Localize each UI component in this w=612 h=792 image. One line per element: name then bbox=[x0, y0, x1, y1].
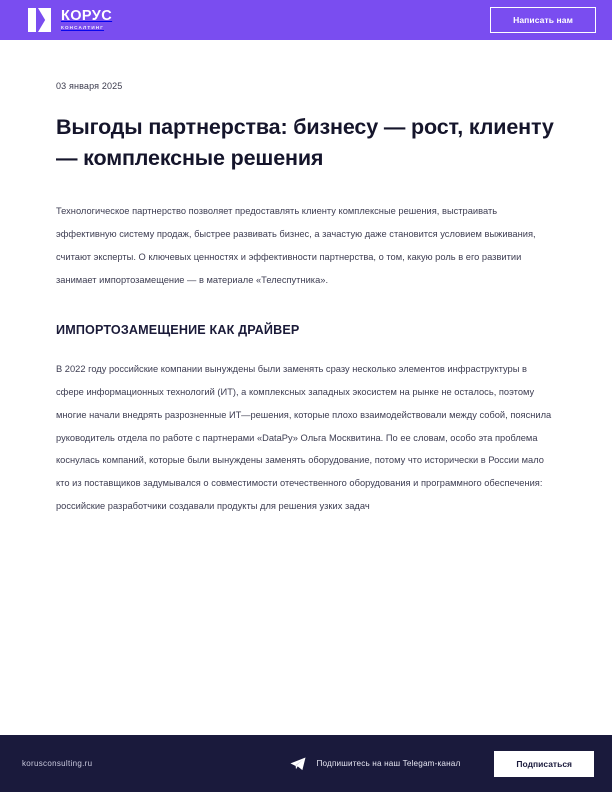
korus-logo-mark-icon bbox=[28, 8, 54, 32]
article-content bbox=[0, 40, 612, 735]
site-header bbox=[0, 0, 612, 40]
article-body-paragraph: В 2022 году российские компании вынуждены были заменять сразу несколько элементов инфраструктуры в сфере информационных технологий (ИТ), а комплексных западных экосистем на рынке не осталось, поэтому многие начали внедрять разрозненные ИТ—решения, которые плохо взаимодействовали между собой, пояснила руководитель отдела по работе с партнерами «DataРу» Ольга Москвитина. По ее словам, особо эта проблема коснулась компаний, которые были вынуждены заменять оборудование, потому что исторически в России мало кто из поставщиков задумывался о совместимости отечественного оборудования и программного обеспечения: российские разработчики создавали продукты для решения узких задач bbox=[56, 364, 552, 511]
footer-telegram-label: Подпишитесь на наш Telegam-канал bbox=[316, 759, 461, 768]
footer-site-url[interactable]: korusconsulting.ru bbox=[22, 759, 93, 768]
logo-text bbox=[61, 9, 112, 31]
page-title: Выгоды партнерства: бизнесу — рост, клиенту — комплексные решения bbox=[56, 115, 554, 171]
contact-us-button[interactable]: Написать нам bbox=[490, 7, 596, 33]
telegram-paper-plane-icon bbox=[289, 755, 307, 773]
article-intro-paragraph: Технологическое партнерство позволяет предоставлять клиенту комплексные решения, выстраивать эффективную систему продаж, быстрее развивать бизнес, а зачастую даже становится условием выживания, считают эксперты. О ключевых ценностях и эффективности партнерства, о том, какую роль в его развитии занимает импортозамещение — в материале «Телеспутника». bbox=[56, 206, 536, 285]
logo-title: КОРУС bbox=[61, 8, 113, 25]
site-logo[interactable] bbox=[28, 8, 112, 32]
logo-subtitle: КОНСАЛТИНГ bbox=[61, 25, 105, 31]
article-date: 03 января 2025 bbox=[56, 81, 123, 91]
subscribe-button[interactable]: Подписаться bbox=[494, 751, 594, 777]
site-footer bbox=[0, 735, 612, 792]
footer-telegram-block bbox=[289, 755, 460, 773]
section-heading: ИМПОРТОЗАМЕЩЕНИЕ КАК ДРАЙВЕР bbox=[56, 323, 300, 338]
